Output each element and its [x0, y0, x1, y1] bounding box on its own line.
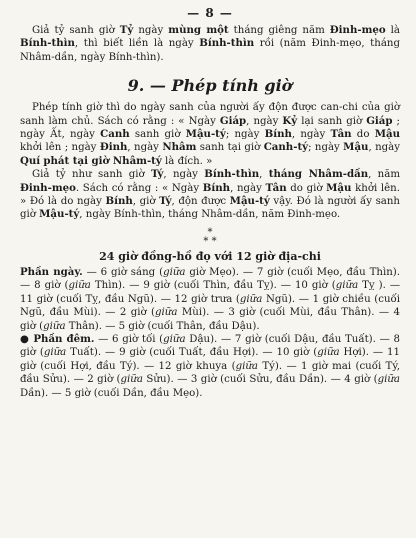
text-run: , ngày	[230, 182, 266, 194]
text-run: Tý	[159, 195, 172, 208]
text-run: Giả tỷ sanh giờ	[32, 25, 120, 36]
text-run: Tuất). — 9 giờ (cuối Tuất, đầu Hợi). — 10 giờ (	[66, 347, 318, 359]
text-run: sanh giờ	[129, 129, 186, 141]
text-run: Bính	[202, 181, 231, 194]
text-run: mùng một	[168, 24, 229, 36]
text-run: sanh tại giờ	[196, 142, 264, 154]
star-separator	[20, 228, 400, 246]
night-hours-paragraph	[20, 333, 400, 400]
text-run: Bính-thìn	[204, 168, 260, 181]
text-run: tháng Nhâm-dần	[268, 168, 369, 181]
text-run: Mậu-tý	[185, 128, 226, 141]
text-run: Đinh-mẹo	[20, 181, 76, 194]
text-run: Canh-tý	[263, 141, 309, 154]
text-run: Sửu). — 3 giờ (cuối Sửu, đầu Dần). — 4 giờ (	[142, 374, 378, 386]
text-run: Mậu	[343, 141, 369, 154]
text-run: giữa	[68, 280, 91, 292]
text-run: là	[385, 25, 401, 36]
text-run: do	[351, 129, 375, 141]
text-run: Phần ngày.	[20, 265, 83, 278]
text-run: Mậu-tý	[39, 208, 80, 221]
star-line-1: *	[207, 226, 213, 238]
paragraph-rule	[20, 101, 400, 168]
text-run: giữa	[235, 360, 259, 372]
text-run: Giả tỷ như sanh giờ	[32, 169, 152, 181]
text-run: Tỵ ). — 11 giờ (cuối Tỵ, đầu Ngũ). — 12 giờ trưa (	[20, 280, 401, 305]
text-run: , ngày	[368, 142, 400, 154]
text-run: — 6 giờ tối (	[94, 333, 164, 345]
text-run: phát tại giờ Nhâm-tý	[43, 154, 162, 167]
text-run: Mậu	[374, 128, 400, 141]
text-run: khởi lên. » Đó là do ngày	[20, 182, 400, 208]
text-run: vậy. Đó là người ấy sanh giờ	[20, 196, 400, 221]
text-run: giữa	[163, 266, 186, 278]
text-run: rồi (năm Đinh-mẹo, tháng Nhâm-dần, ngày Bính-thìn).	[20, 38, 400, 63]
text-run: Tỷ	[119, 24, 134, 36]
text-run: , giờ	[132, 196, 160, 208]
text-run: Mậu-tý	[229, 195, 270, 208]
text-run: , độn được	[171, 196, 230, 208]
text-run: ,	[259, 169, 269, 181]
text-run: , ngày	[127, 142, 163, 154]
text-run: tháng giêng năm	[228, 25, 330, 36]
text-run: giữa	[155, 307, 178, 319]
text-run: Dần). — 5 giờ (cuối Dần, đầu Mẹo).	[20, 387, 203, 399]
text-run: do giờ	[286, 182, 327, 194]
section-title: 9. — Phép tính giờ	[127, 76, 293, 96]
text-run: ; ngày	[308, 142, 344, 154]
day-hours-paragraph	[20, 266, 400, 333]
text-run: . Sách có rằng : « Ngày	[75, 182, 203, 194]
text-run: Giáp	[366, 114, 393, 127]
intro-paragraph	[20, 24, 400, 64]
paragraph-example	[20, 168, 400, 222]
text-run: Mậu	[326, 181, 352, 194]
text-run: Kỷ	[282, 114, 298, 127]
page-number: — 8 —	[187, 6, 233, 20]
text-run: Tý	[151, 168, 164, 181]
text-run: Tý). — 1 giờ mai (cuối Tý, đầu Sửu). — 2 giờ (	[20, 360, 400, 386]
text-run: Đinh	[99, 141, 128, 154]
text-run: ● Phần đêm.	[20, 332, 95, 345]
text-run: Phép tính giờ thì do ngày sanh của người ấy độn được can-chi của giờ sanh làm chủ. Sách có rằng : « Ngày	[20, 102, 400, 127]
text-run: giờ Mẹo). — 7 giờ (cuối Mẹo, đầu Thìn). — 8 giờ (	[20, 266, 400, 292]
text-run: ; ngày	[225, 129, 265, 141]
section-subtitle: 24 giờ đồng-hồ đọ với 12 giờ địa-chi	[99, 249, 321, 263]
text-run: Bính	[264, 128, 292, 141]
text-run: khởi lên ; ngày	[20, 142, 100, 154]
text-run: Tân	[330, 128, 352, 141]
text-run: Đinh-mẹo	[329, 24, 386, 36]
text-run: , ngày	[246, 115, 283, 127]
text-run: Thân). — 5 giờ (cuối Thân, đầu Dậu).	[65, 320, 260, 332]
star-line-2: * *	[203, 235, 217, 247]
text-run: giữa	[239, 293, 263, 305]
text-run: giữa	[317, 347, 340, 359]
text-run: Nhâm	[162, 141, 197, 154]
text-run: Canh	[100, 128, 130, 141]
text-run: Hợi). — 11 giờ (cuối Hợi, đầu Tý). — 12 giờ khuya (	[20, 347, 400, 372]
text-run: giữa	[43, 320, 66, 332]
text-run: Thìn). — 9 giờ (cuối Thìn, đầu Tỵ). — 10 giờ (	[90, 280, 336, 292]
text-run: , ngày	[163, 169, 205, 181]
text-run: ngày	[133, 25, 169, 36]
text-run: Mùi). — 3 giờ (cuối Mùi, đầu Thân). — 4 giờ (	[20, 307, 400, 332]
text-run: Bính	[105, 195, 133, 208]
text-run: là đích. »	[161, 155, 213, 167]
text-run: giữa	[43, 347, 67, 359]
text-run: giữa	[335, 280, 359, 292]
text-run: Dậu). — 7 giờ (cuối Dậu, đầu Tuất). — 8 giờ (	[20, 333, 400, 359]
text-run: Quí	[20, 154, 41, 167]
text-run: giữa	[120, 374, 143, 386]
text-run: giữa	[377, 374, 400, 386]
text-run: Ngũ). — 1 giờ chiều (cuối Ngũ, đầu Mùi). — 2 giờ (	[20, 293, 401, 319]
text-run: lại sanh giờ	[297, 115, 367, 127]
text-run: giữa	[163, 333, 186, 345]
text-run: , năm	[368, 169, 400, 181]
text-run: Bính-thìn	[20, 37, 75, 50]
text-run: — 6 giờ sáng (	[82, 266, 164, 278]
text-run: , ngày Bính-thìn, tháng Nhâm-dần, năm Đinh-mẹo.	[79, 209, 341, 221]
text-run: ; ngày Ất, ngày	[20, 115, 400, 141]
text-run: Tân	[265, 181, 287, 194]
text-run: Giáp	[219, 114, 247, 127]
text-run: , ngày	[291, 129, 331, 141]
text-run: Bính-thìn	[199, 37, 255, 50]
text-run: , thì biết liền là ngày	[74, 38, 200, 50]
